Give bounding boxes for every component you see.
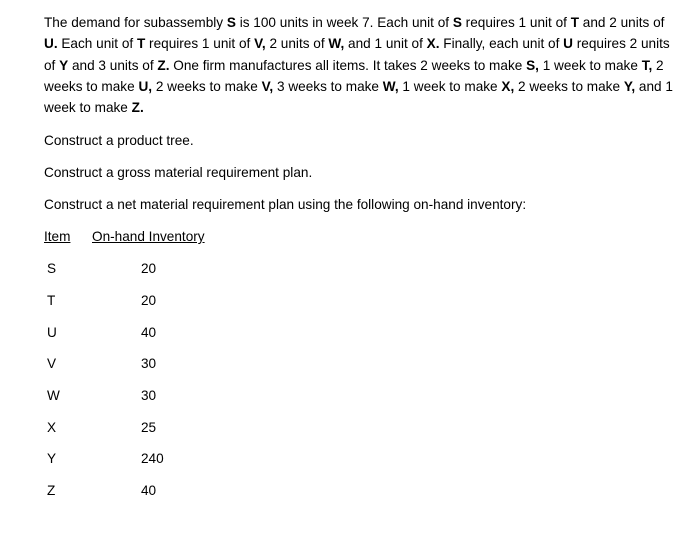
intro-text-run: The demand for subassembly bbox=[44, 15, 227, 30]
table-row-inventory: 240 bbox=[141, 451, 164, 466]
table-row-inventory: 30 bbox=[141, 356, 157, 371]
intro-text-run: 2 units of bbox=[265, 36, 329, 52]
intro-text-run: requires 2 units of bbox=[44, 36, 670, 73]
item-code-bold: T bbox=[570, 15, 580, 30]
table-row-item: U bbox=[47, 325, 57, 340]
intro-text-run: Each unit of bbox=[57, 36, 137, 52]
table-row-item: Y bbox=[47, 451, 57, 466]
intro-text-run: 2 weeks to make bbox=[152, 78, 262, 94]
table-row-item: S bbox=[47, 261, 57, 276]
intro-text-run: and 3 units of bbox=[68, 57, 158, 73]
table-row-inventory: 30 bbox=[141, 388, 157, 403]
item-code-bold: W, bbox=[382, 78, 399, 94]
intro-text-run: and 2 units of bbox=[579, 15, 665, 30]
intro-text-run: and 1 unit of bbox=[344, 36, 427, 52]
intro-text-run: 2 weeks to make bbox=[44, 57, 664, 94]
table-row-item: X bbox=[47, 420, 57, 435]
item-code-bold: X. bbox=[426, 36, 440, 52]
intro-text-run: 1 week to make bbox=[538, 57, 642, 73]
table-row-item: W bbox=[47, 388, 60, 403]
table-row-inventory: 20 bbox=[141, 261, 157, 276]
item-code-bold: S bbox=[226, 15, 236, 30]
item-code-bold: Y bbox=[59, 57, 69, 73]
intro-text-run: and 1 week to make bbox=[44, 78, 673, 116]
intro-text-run: 1 week to make bbox=[398, 78, 502, 94]
item-code-bold: V, bbox=[261, 78, 274, 94]
table-row-inventory: 25 bbox=[141, 420, 157, 435]
intro-text-run: Finally, each unit of bbox=[439, 36, 564, 52]
item-code-bold: U, bbox=[138, 78, 153, 94]
item-code-bold: T bbox=[136, 36, 146, 52]
item-code-bold: Z. bbox=[157, 57, 170, 73]
table-row-inventory: 20 bbox=[141, 293, 157, 308]
item-code-bold: W, bbox=[328, 36, 345, 52]
table-header-item: Item bbox=[44, 229, 71, 244]
table-row-inventory: 40 bbox=[141, 325, 157, 340]
item-code-bold: Z. bbox=[131, 100, 144, 116]
intro-text-run: is 100 units in week 7. Each unit of bbox=[235, 15, 453, 30]
item-code-bold: U. bbox=[44, 36, 58, 52]
intro-text-run: 2 weeks to make bbox=[514, 78, 624, 94]
table-row-inventory: 40 bbox=[141, 483, 157, 498]
intro-text-run: 3 weeks to make bbox=[273, 78, 383, 94]
task-gross-mrp: Construct a gross material requirement plan. bbox=[44, 165, 313, 180]
item-code-bold: S bbox=[452, 15, 462, 30]
intro-text-run: requires 1 unit of bbox=[461, 15, 571, 30]
item-code-bold: V, bbox=[254, 36, 266, 52]
item-code-bold: U bbox=[563, 36, 573, 52]
table-row-item: V bbox=[47, 356, 57, 371]
item-code-bold: T, bbox=[641, 57, 653, 73]
item-code-bold: S, bbox=[526, 57, 539, 73]
task-product-tree: Construct a product tree. bbox=[44, 133, 194, 148]
problem-intro-paragraph bbox=[44, 12, 674, 118]
task-net-mrp: Construct a net material requirement plan using the following on-hand inventory: bbox=[44, 197, 527, 212]
intro-text-run: One firm manufactures all items. It takes 2 weeks to make bbox=[169, 57, 527, 73]
table-row-item: T bbox=[47, 293, 56, 308]
table-header-inventory: On-hand Inventory bbox=[92, 229, 205, 244]
item-code-bold: Y, bbox=[623, 78, 636, 94]
intro-text-run: requires 1 unit of bbox=[145, 36, 255, 52]
table-row-item: Z bbox=[47, 483, 56, 498]
item-code-bold: X, bbox=[501, 78, 515, 94]
